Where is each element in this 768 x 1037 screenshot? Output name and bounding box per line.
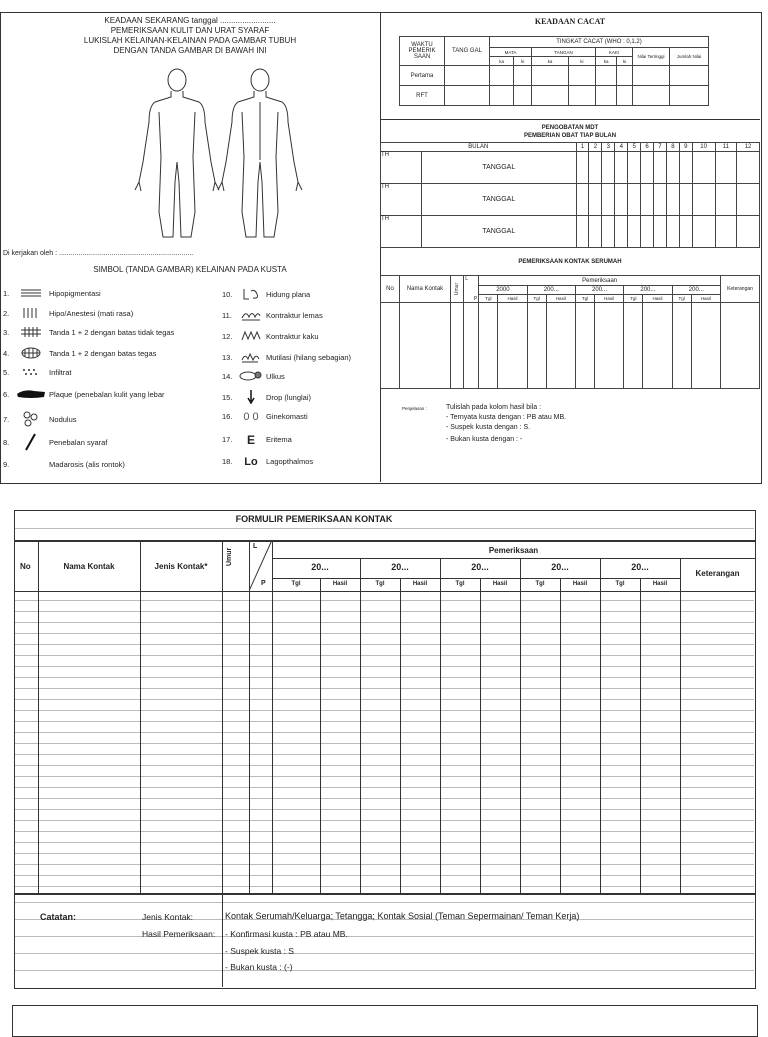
side-cell: ki (514, 57, 532, 66)
hasil-header: Hasil (643, 295, 672, 303)
row-label: RFT (400, 86, 445, 106)
side-cell: ki (617, 57, 633, 66)
symbol-item: 5. Infiltrat (3, 367, 72, 379)
month-header: 10 (692, 143, 715, 152)
penebalan-syaraf-icon (13, 433, 49, 453)
symbol-item: 14. Ulkus (222, 370, 285, 384)
heading-line: KEADAAN SEKARANG tanggal ......................... (104, 16, 276, 25)
penjelasan-line: - Ternyata kusta dengan : PB atau MB. (446, 414, 567, 421)
table-bottom-line (14, 893, 755, 895)
grid-row-line (15, 721, 754, 722)
kontak-title: PEMERIKSAAN KONTAK SERUMAH (518, 259, 622, 265)
l-header: L (253, 543, 258, 550)
grid-row-line (15, 864, 754, 865)
tgl-header: Tgl (672, 295, 691, 303)
pemeriksaan-header: Pemeriksaan (488, 546, 539, 555)
grid-row-line (15, 754, 754, 755)
col-line (360, 558, 361, 893)
col-line (222, 893, 223, 987)
symbol-item: 12. Kontraktur kaku (222, 329, 319, 345)
jumlah-header: Jumlah Nilai (670, 48, 709, 66)
kontraktur-lemas-icon (236, 308, 266, 324)
heading-line: LUKISLAH KELAINAN-KELAINAN PADA GAMBAR TUBUH (83, 36, 297, 45)
symbol-item: 11. Kontraktur lemas (222, 308, 323, 324)
month-header: 7 (654, 143, 667, 152)
nodulus-icon (13, 411, 49, 429)
nama-header: Nama Kontak (63, 562, 115, 571)
col-line (680, 558, 681, 893)
catatan-label: Catatan: (40, 912, 77, 922)
keterangan-header: Keterangan (721, 276, 760, 303)
month-header: 4 (615, 143, 628, 152)
kontraktur-kaku-icon (236, 329, 266, 345)
grid-row-line (15, 655, 754, 656)
symbol-item: 13. Mutilasi (hilang sebagian) (222, 350, 351, 366)
keterangan-header: Keterangan (695, 569, 740, 578)
symbol-item: 15. Drop (lunglai) (222, 390, 311, 406)
hasil-header: Hasil (492, 581, 508, 587)
grid-row-line (15, 902, 754, 903)
mdt-subtitle: PEMBERIAN OBAT TIAP BULAN (523, 133, 617, 139)
note-label: Hasil Pemeriksaan: (142, 929, 216, 939)
col-line (560, 578, 561, 893)
hidung-plana-icon (236, 287, 266, 303)
symbol-item: 8. Penebalan syaraf (3, 433, 107, 453)
grid-row-line (15, 820, 754, 821)
header-top-line (14, 540, 755, 542)
penjelasan-label: Penjelasan : (402, 406, 427, 411)
month-header: 11 (715, 143, 737, 152)
waktu-header: WAKTU PEMERIK SAAN (400, 37, 445, 66)
symbol-item: 1. Hipopigmentasi (3, 289, 101, 298)
tgl-header: Tgl (375, 581, 385, 587)
side-cell: ka (490, 57, 514, 66)
tgl-header: Tgl (624, 295, 643, 303)
jenis-header: Jenis Kontak* (154, 562, 208, 571)
symbol-item: 18. Lo Lagopthalmos (222, 456, 314, 468)
month-header: 12 (737, 143, 760, 152)
drop-arrow-icon (236, 390, 266, 406)
grid-row-line (15, 936, 754, 937)
tgl-header: Tgl (527, 295, 546, 303)
dikerjakan-oleh: Di kerjakan oleh : ..................................................................... (3, 250, 194, 257)
grid-row-line (15, 765, 754, 766)
infiltrat-icon (13, 367, 49, 379)
note-label: Jenis Kontak: (142, 912, 194, 922)
hasil-header: Hasil (572, 581, 588, 587)
year-header: 200... (527, 286, 575, 295)
year-header: 20... (311, 562, 329, 572)
hasil-header: Hasil (691, 295, 720, 303)
grid-row-line (15, 732, 754, 733)
grid-row-line (15, 528, 754, 529)
hasil-header: Hasil (652, 581, 668, 587)
body-front-figure (135, 69, 219, 237)
tanggal-label: TANGGAL (422, 184, 577, 216)
group-header: MATA (490, 48, 532, 57)
side-cell: ka (595, 57, 616, 66)
grid-row-line (15, 699, 754, 700)
month-header: 2 (589, 143, 602, 152)
grid-row-line (15, 787, 754, 788)
hasil-header: Hasil (498, 295, 527, 303)
tgl-header: Tgl (455, 581, 465, 587)
grid-row-line (15, 842, 754, 843)
umur-header: Umur (451, 276, 464, 303)
symbol-item: 16. 0 0 Ginekomasti (222, 411, 308, 423)
symbol-item: 9. Madarosis (alis rontok) (3, 460, 125, 469)
col-line (640, 578, 641, 893)
body-back-figure (218, 69, 302, 237)
symbol-item: 2. Hipo/Anestesi (mati rasa) (3, 308, 133, 320)
month-header: 1 (576, 143, 589, 152)
grid-row-line (15, 666, 754, 667)
tanggal-label: TANGGAL (422, 216, 577, 248)
grid-row-line (15, 798, 754, 799)
subhead-row-line (272, 578, 680, 579)
note-value: - Konfirmasi kusta : PB atau MB. (225, 929, 348, 939)
tingkat-header: TINGKAT CACAT (WHO : 0,1,2) (490, 37, 709, 48)
th-label: TH (381, 152, 422, 184)
tgl-header: Tgl (535, 581, 545, 587)
grid-row-line (15, 886, 754, 887)
hasil-header: Hasil (412, 581, 428, 587)
lagopthalmos-icon: Lo (244, 456, 258, 468)
kontak-table (380, 275, 760, 389)
symbol-item: 10. Hidung plana (222, 287, 310, 303)
grid-row-line (15, 677, 754, 678)
header-bottom-line (14, 591, 755, 592)
symbol-item: 7. Nodulus (3, 411, 77, 429)
hipopigmentasi-icon (13, 289, 49, 299)
mdt-top-line (380, 119, 760, 120)
note-value: - Suspek kusta : S (225, 946, 294, 956)
cell[interactable] (445, 86, 490, 106)
tgl-header: Tgl (615, 581, 625, 587)
hatch-grid-icon (13, 327, 49, 339)
heading-line: DENGAN TANDA GAMBAR DI BAWAH INI (113, 46, 267, 55)
side-cell: ka (532, 57, 569, 66)
col-line (272, 540, 273, 893)
penjelasan-line: - Suspek kusta dengan : S. (446, 424, 531, 431)
grid-row-line (15, 875, 754, 876)
eritema-icon: E (246, 433, 255, 447)
tgl-header: Tgl (479, 295, 498, 303)
mutilasi-icon (236, 350, 266, 366)
symbols-title: SIMBOL (TANDA GAMBAR) KELAINAN PADA KUSTA (93, 265, 287, 274)
cacat-table (399, 36, 709, 106)
year-header: 20... (391, 562, 409, 572)
next-form-frame (12, 1005, 758, 1037)
th-label: TH (381, 184, 422, 216)
year-header: 20... (631, 562, 649, 572)
year-header: 20... (471, 562, 489, 572)
col-line (400, 578, 401, 893)
row-label: Pertama (400, 66, 445, 86)
grid-row-line (15, 633, 754, 634)
note-value: - Bukan kusta : (-) (225, 962, 293, 972)
symbol-item: 4. Tanda 1 + 2 dengan batas tegas (3, 347, 156, 361)
symbol-item: 6. Plaque (penebalan kulit yang lebar (3, 389, 165, 401)
plaque-icon (13, 389, 49, 401)
penjelasan-line: Tulislah pada kolom hasil bila : (446, 404, 542, 411)
grid-row-line (15, 710, 754, 711)
body-map-figures (125, 62, 315, 242)
year-row-line (272, 558, 755, 559)
cacat-title: KEADAAN CACAT (534, 17, 606, 26)
month-header: 5 (628, 143, 641, 152)
grid-row-line (15, 831, 754, 832)
umur-header: Umur (226, 547, 233, 566)
pemeriksaan-header: Pemeriksaan (479, 276, 721, 286)
grid-row-line (15, 611, 754, 612)
month-header: 6 (641, 143, 654, 152)
grid-row-line (15, 622, 754, 623)
grid-row-line (15, 853, 754, 854)
tgl-header: Tgl (291, 581, 301, 587)
lp-header: L P (465, 276, 478, 302)
mdt-title: PENGOBATAN MDT (541, 125, 599, 131)
hatch-circle-icon (13, 347, 49, 361)
penjelasan-line: - Bukan kusta dengan : - (446, 436, 523, 443)
hasil-header: Hasil (546, 295, 575, 303)
col-line (600, 558, 601, 893)
tanggal-label: TANGGAL (422, 152, 577, 184)
symbol-item: 3. Tanda 1 + 2 dengan batas tidak tegas (3, 327, 174, 339)
col-line (249, 540, 250, 893)
symbol-item: 17. E Eritema (222, 433, 292, 447)
month-header: 9 (679, 143, 692, 152)
year-header: 200... (624, 286, 672, 295)
hasil-header: Hasil (595, 295, 624, 303)
th-label: TH (381, 216, 422, 248)
col-line (320, 578, 321, 893)
bulan-header: BULAN (381, 143, 577, 152)
month-header: 8 (666, 143, 679, 152)
grid-row-line (15, 776, 754, 777)
year-header: 2000 (479, 286, 527, 295)
grid-row-line (15, 809, 754, 810)
note-value: Kontak Serumah/Keluarga; Tetangga; Kontak Sosial (Teman Sepermainan/ Teman Kerja) (225, 911, 580, 921)
tanggal-header: TANG GAL (445, 37, 490, 66)
col-line (140, 540, 141, 893)
ulkus-icon (236, 370, 266, 384)
grid-row-line (15, 743, 754, 744)
year-header: 20... (551, 562, 569, 572)
grid-row-line (15, 644, 754, 645)
grid-row-line (15, 600, 754, 601)
hasil-header: Hasil (332, 581, 348, 587)
heading-line: PEMERIKSAAN KULIT DAN URAT SYARAF (110, 26, 270, 35)
p-header: P (261, 580, 266, 587)
col-line (520, 558, 521, 893)
side-cell: ki (568, 57, 595, 66)
col-line (440, 558, 441, 893)
grid-row-line (15, 688, 754, 689)
grid-row-line (15, 953, 754, 954)
group-header: KAKI (595, 48, 632, 57)
group-header: TANGAN (532, 48, 596, 57)
ginekomasti-icon: 0 0 (243, 411, 259, 423)
month-header: 3 (602, 143, 615, 152)
cell[interactable] (445, 66, 490, 86)
nilai-header: Nilai Tertinggi (633, 48, 670, 66)
year-header: 200... (575, 286, 623, 295)
year-header: 200... (672, 286, 720, 295)
col-line (222, 540, 223, 893)
tgl-header: Tgl (575, 295, 594, 303)
mdt-table (380, 142, 760, 248)
no-header: No (381, 276, 400, 303)
form2-title: FORMULIR PEMERIKSAAN KONTAK (235, 514, 393, 524)
col-line (480, 578, 481, 893)
nama-header: Nama Kontak (400, 276, 451, 303)
anestesi-icon (13, 308, 49, 320)
col-line (38, 540, 39, 893)
no-header: No (20, 562, 31, 571)
grid-row-line (15, 970, 754, 971)
